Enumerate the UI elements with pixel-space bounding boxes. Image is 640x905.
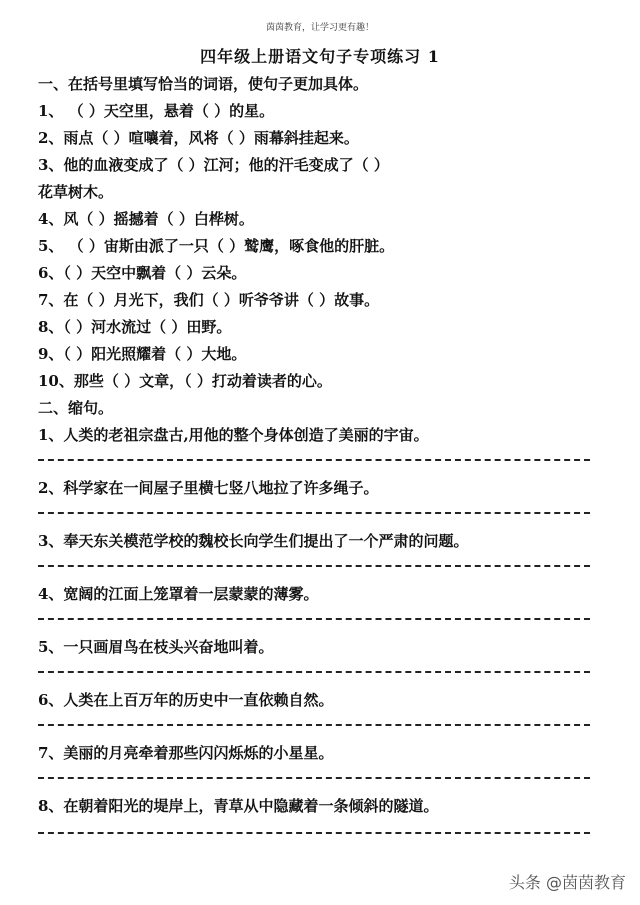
answer-line-8[interactable] bbox=[38, 832, 590, 834]
page-title: 四年级上册语文句子专项练习 1 bbox=[200, 47, 440, 66]
fill-item-5: 5、 （ ）宙斯由派了一只（ ）鹫鹰，啄食他的肝脏。 bbox=[38, 237, 395, 255]
answer-line-2[interactable] bbox=[38, 512, 590, 514]
shorten-item-8: 8、在朝着阳光的堤岸上，青草从中隐藏着一条倾斜的隧道。 bbox=[38, 797, 439, 815]
fill-item-10: 10、那些（ ）文章，（ ）打动着读者的心。 bbox=[38, 372, 332, 390]
answer-line-3[interactable] bbox=[38, 565, 590, 567]
fill-item-7: 7、在（ ）月光下，我们（ ）听爷爷讲（ ）故事。 bbox=[38, 291, 380, 309]
section2-heading: 二、缩句。 bbox=[38, 399, 114, 417]
fill-item-3-cont: 花草树木。 bbox=[38, 183, 114, 201]
shorten-item-6: 6、人类在上百万年的历史中一直依赖自然。 bbox=[38, 691, 334, 709]
shorten-item-2: 2、科学家在一间屋子里横七竖八地拉了许多绳子。 bbox=[38, 479, 379, 497]
shorten-item-4: 4、宽阔的江面上笼罩着一层蒙蒙的薄雾。 bbox=[38, 585, 319, 603]
answer-line-4[interactable] bbox=[38, 618, 590, 620]
fill-item-1: 1、 （ ）天空里，悬着（ ）的星。 bbox=[38, 102, 275, 120]
fill-item-3: 3、他的血液变成了（ ）江河；他的汗毛变成了（ ） bbox=[38, 156, 389, 174]
fill-item-6: 6、（ ）天空中飘着（ ）云朵。 bbox=[38, 264, 247, 282]
answer-line-6[interactable] bbox=[38, 724, 590, 726]
shorten-item-3: 3、奉天东关模范学校的魏校长向学生们提出了一个严肃的问题。 bbox=[38, 532, 469, 550]
fill-item-8: 8、（ ）河水流过（ ）田野。 bbox=[38, 318, 232, 336]
source-watermark bbox=[509, 870, 626, 893]
watermark-text: 头条 @茵茵教育 bbox=[508, 873, 626, 892]
fill-item-9: 9、（ ）阳光照耀着（ ）大地。 bbox=[38, 345, 247, 363]
shorten-item-5: 5、一只画眉鸟在枝头兴奋地叫着。 bbox=[38, 638, 274, 656]
section1-heading: 一、在括号里填写恰当的词语，使句子更加具体。 bbox=[38, 75, 369, 93]
answer-line-7[interactable] bbox=[38, 777, 590, 779]
answer-line-5[interactable] bbox=[38, 671, 590, 673]
fill-item-2: 2、雨点（ ）喧嚷着，风将（ ）雨幕斜挂起来。 bbox=[38, 129, 359, 147]
header-note: 茵茵教育，让学习更有趣！ bbox=[265, 23, 374, 33]
shorten-item-1: 1、人类的老祖宗盘古,用他的整个身体创造了美丽的宇宙。 bbox=[38, 426, 429, 444]
answer-line-1[interactable] bbox=[38, 459, 590, 461]
shorten-item-7: 7、美丽的月亮牵着那些闪闪烁烁的小星星。 bbox=[38, 744, 334, 762]
fill-item-4: 4、风（ ）摇撼着（ ）白桦树。 bbox=[38, 210, 254, 228]
